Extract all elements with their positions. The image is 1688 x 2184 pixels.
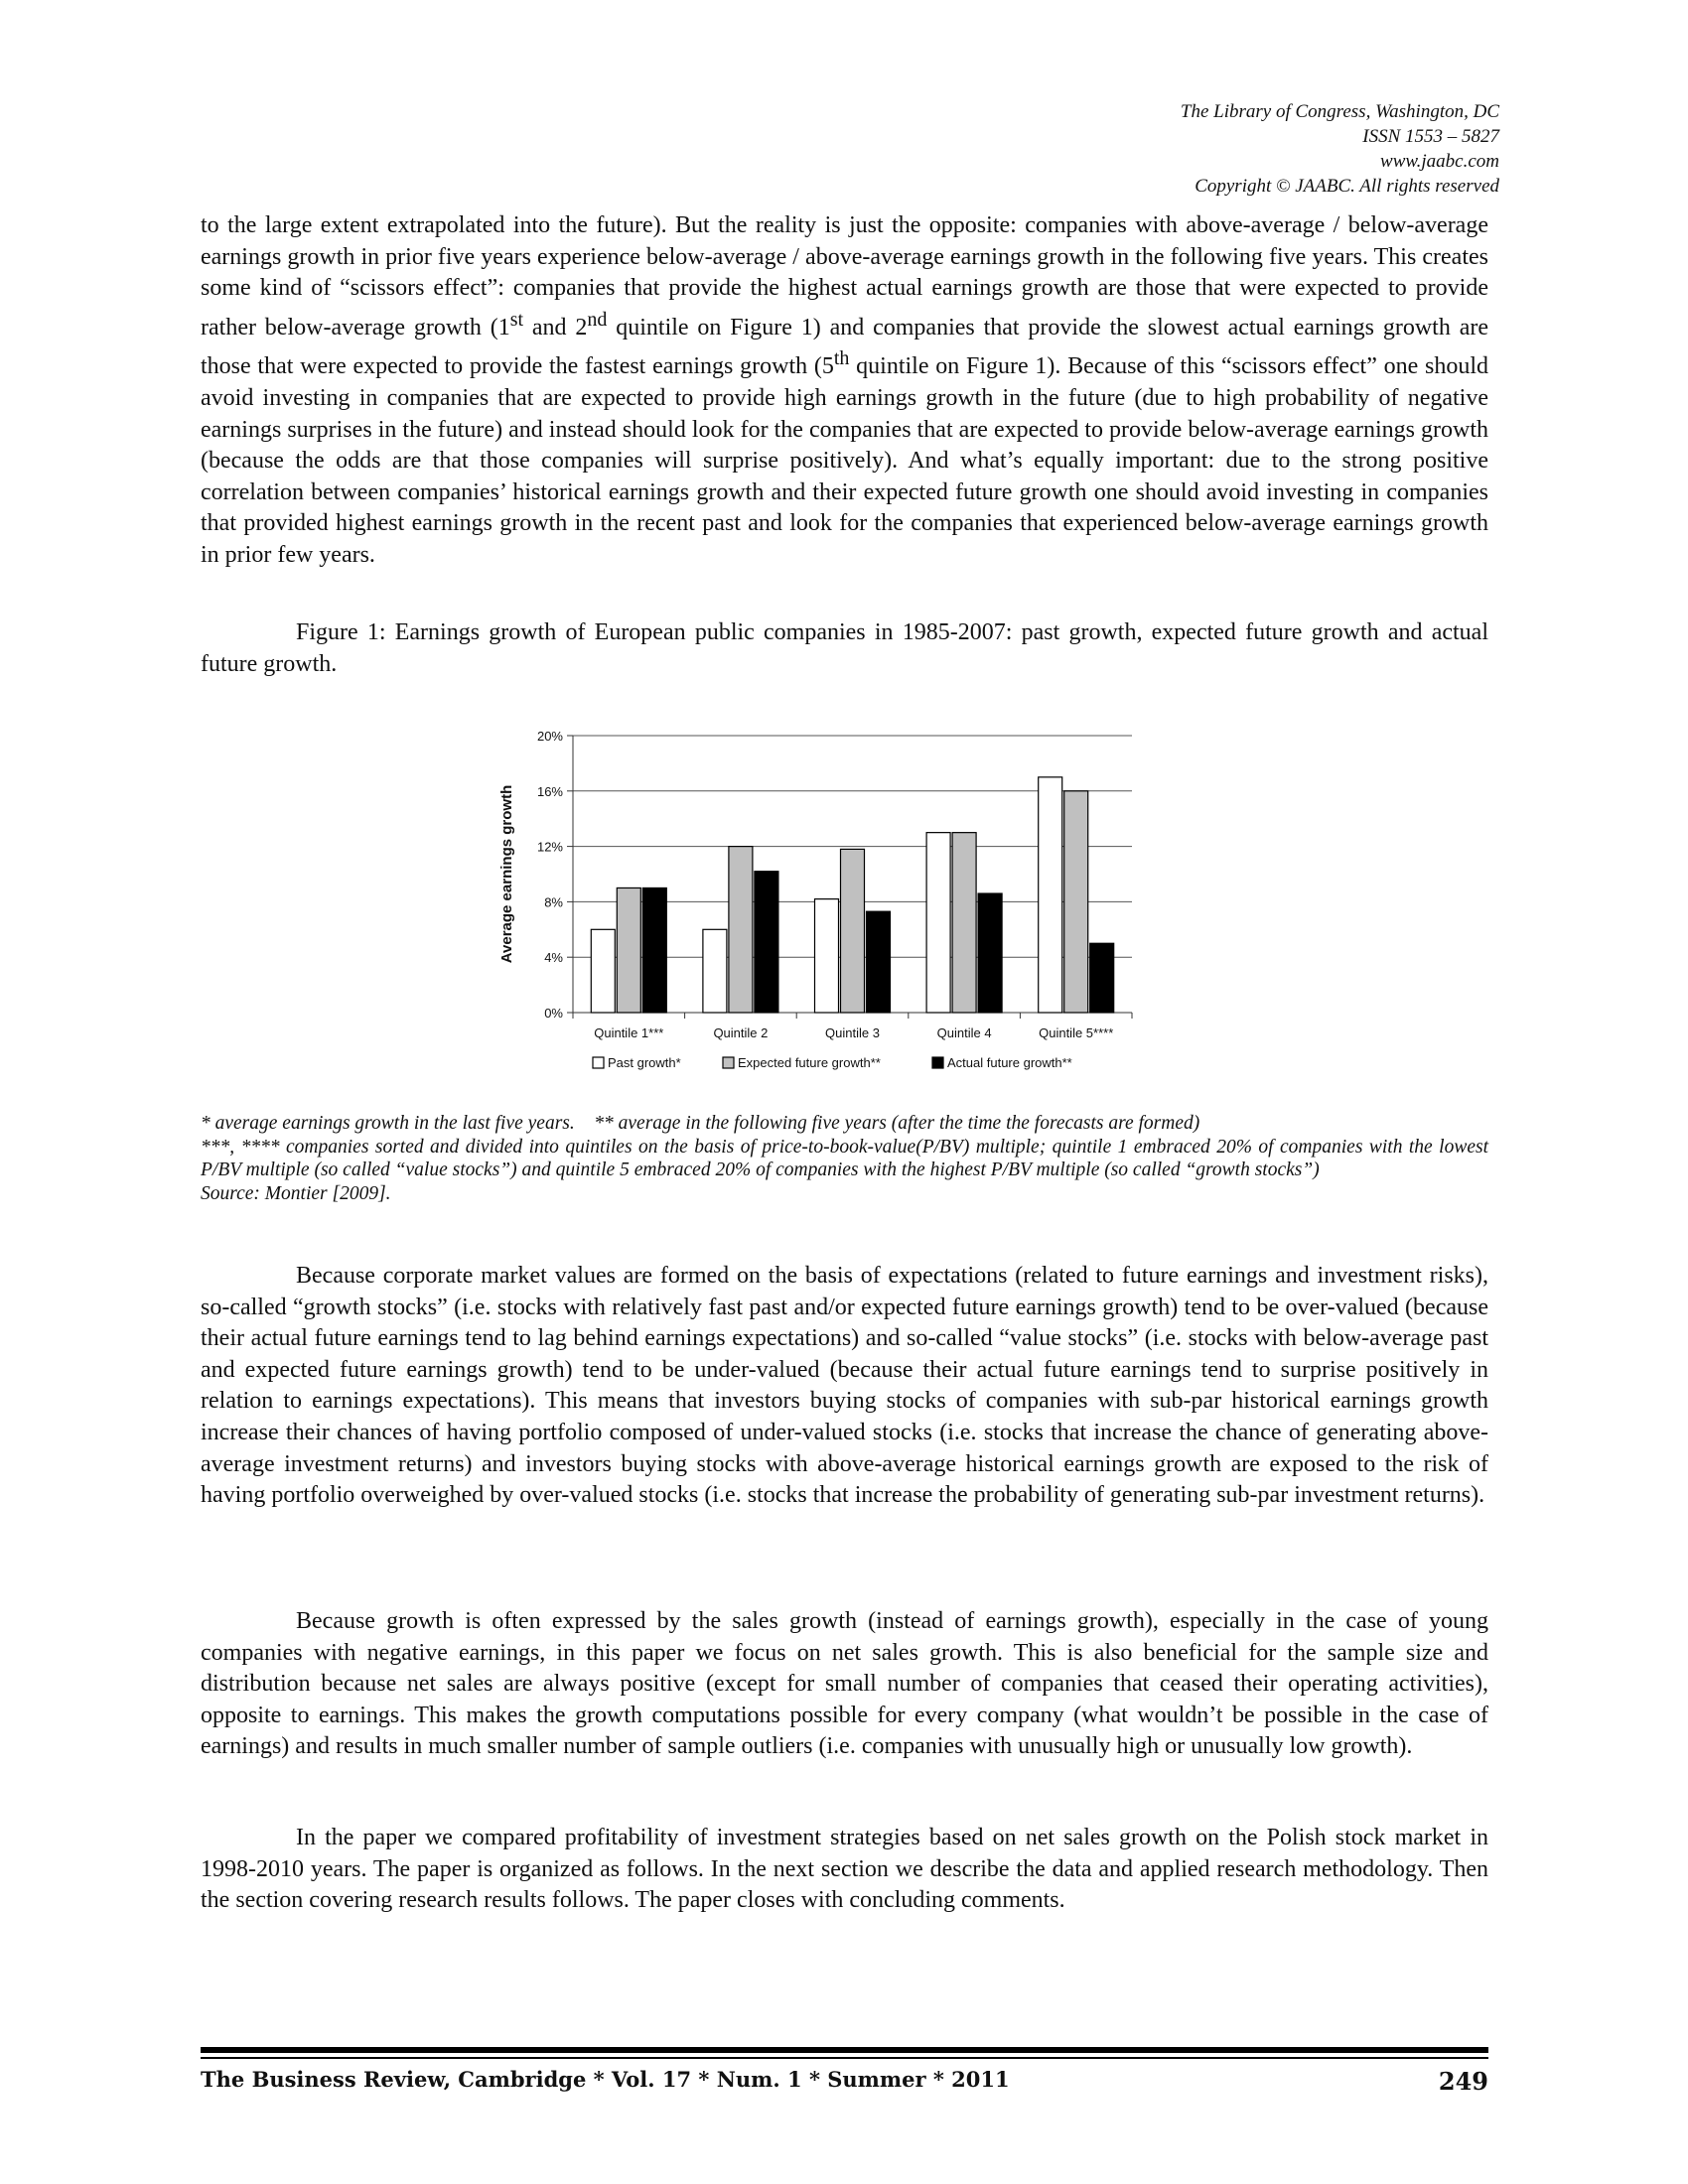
note-source: Source: Montier [2009].	[201, 1182, 391, 1204]
legend-label: Expected future growth**	[738, 1055, 881, 1070]
y-tick-label: 8%	[544, 894, 563, 910]
footer-rule-thick	[201, 2047, 1488, 2053]
x-tick-label: Quintile 2	[713, 1025, 769, 1040]
note-quintiles: ***, **** companies sorted and divided into quintiles on the basis of price-to-book-value(P/BV) multiple; quintile 1 embraced 20% of companies with the lowest P/BV multiple (so called “value stocks”) and quintile 5 embraced 20% of companies with the highest P/BV multiple (so called “growth stocks”)	[201, 1136, 1488, 1180]
y-tick-label: 12%	[536, 839, 563, 855]
y-tick-label: 4%	[544, 950, 563, 966]
bar	[591, 929, 615, 1013]
y-tick-label: 0%	[544, 1006, 563, 1021]
paragraph-4-text: In the paper we compared profitability of investment strategies based on net sales growth on the Polish stock market in 1998-2010 years. The paper is organized as follows. In the next section we describe the data and applied research methodology. Then the section covering research results follows. The paper closes with concluding comments.	[201, 1825, 1488, 1914]
bar	[867, 911, 891, 1013]
bar	[1064, 791, 1088, 1013]
x-tick-label: Quintile 1***	[594, 1025, 664, 1040]
paragraph-1-text-b: and 2	[523, 314, 588, 341]
paragraph-1-text-c: quintile on Figure 1) and companies that provide the slowest actual earnings growth are those that were expected to provide the fastest earnings growth (5	[201, 314, 1488, 380]
bar	[617, 887, 640, 1013]
paragraph-3-text: Because growth is often expressed by the sales growth (instead of earnings growth), especially in the case of young companies with negative earnings, in this paper we focus on net sales growth. This is also beneficial for the sample size and distribution because net sales are always positive (except for small number of companies that ceased their operating activities), opposite to earnings. This makes the growth computations possible for every company (what wouldn’t be possible in the case of earnings) and results in much smaller number of sample outliers (i.e. companies with unusually high or unusually low growth).	[201, 1608, 1488, 1760]
figure-caption-block	[201, 617, 1488, 680]
y-tick-label: 16%	[536, 783, 563, 799]
footer-rule-thin	[201, 2057, 1488, 2059]
bar	[1090, 943, 1114, 1013]
x-tick-label: Quintile 5****	[1039, 1025, 1114, 1040]
bar	[642, 887, 666, 1013]
header-line-1: The Library of Congress, Washington, DC	[1180, 101, 1499, 122]
x-tick-label: Quintile 4	[936, 1025, 992, 1040]
legend-swatch	[593, 1057, 604, 1068]
legend-label: Actual future growth**	[947, 1055, 1072, 1070]
legend-swatch	[723, 1057, 734, 1068]
legend-label: Past growth*	[608, 1055, 681, 1070]
superscript-st: st	[509, 308, 524, 331]
superscript-nd: nd	[587, 308, 608, 331]
paragraph-1-text-d: quintile on Figure 1). Because of this “scissors effect” one should avoid investing in companies that are expected to provide high earnings growth in the future (due to high probability of negative earnings surprises in the future) and instead should look for the companies that are expected to provide below-average earnings growth (because the odds are that those companies will surprise positively). And what’s equally important: due to the strong positive correlation between companies’ historical earnings growth and their expected future growth one should avoid investing in companies that provided highest earnings growth in the recent past and look for the companies that experienced below-average earnings growth in prior few years.	[201, 353, 1488, 568]
note-past-growth: * average earnings growth in the last five years.	[201, 1113, 575, 1134]
page-number: 249	[1438, 2067, 1488, 2096]
bar	[815, 899, 839, 1013]
figure-notes	[201, 1112, 1488, 1205]
journal-header	[1181, 99, 1499, 199]
x-tick-label: Quintile 3	[825, 1025, 880, 1040]
bar	[841, 849, 865, 1013]
y-axis-title: Average earnings growth	[498, 784, 515, 964]
bar	[755, 872, 778, 1013]
y-tick-label: 20%	[536, 729, 563, 744]
note-future-growth: ** average in the following five years (after the time the forecasts are formed)	[594, 1113, 1200, 1134]
header-line-4: Copyright © JAABC. All rights reserved	[1195, 176, 1499, 197]
bar	[1039, 777, 1062, 1013]
paragraph-1	[201, 210, 1488, 572]
superscript-th: th	[833, 347, 850, 370]
paragraph-4	[201, 1823, 1488, 1917]
legend-swatch	[932, 1057, 943, 1068]
bar	[978, 893, 1002, 1013]
bar	[703, 929, 727, 1013]
paragraph-1-text-a: to the large extent extrapolated into the future). But the reality is just the opposite: companies with above-average / below-average earnings growth in prior five years experience below-average / above-average earnings growth in the following five years. This creates some kind of “scissors effect”: companies that provide the highest actual earnings growth are those that were expected to provide rather below-average growth (1	[201, 212, 1488, 341]
bar	[926, 833, 950, 1013]
footer-journal: The Business Review, Cambridge * Vol. 17 * Num. 1 * Summer * 2011	[201, 2067, 1010, 2092]
figure-1-chart	[477, 715, 1172, 1102]
header-line-2: ISSN 1553 – 5827	[1362, 126, 1499, 147]
figure-caption: Figure 1: Earnings growth of European public companies in 1985-2007: past growth, expected future growth and actual future growth.	[201, 619, 1488, 677]
bar-chart-svg	[477, 715, 1172, 1102]
paragraph-2-text: Because corporate market values are formed on the basis of expectations (related to future earnings and investment risks), so-called “growth stocks” (i.e. stocks with relatively fast past and/or expected future earnings growth) tend to be over-valued (because their actual future earnings tend to lag behind earnings expectations) and so-called “value stocks” (i.e. stocks with below-average past and expected future earnings growth) tend to be under-valued (because their actual future earnings tend to surprise positively in relation to earnings expectations). This means that investors buying stocks of companies with sub-par historical earnings growth increase their chances of having portfolio composed of under-valued stocks (i.e. stocks that increase the chance of generating above-average investment returns) and investors buying stocks with above-average historical earnings growth are exposed to the risk of having portfolio overweighed by over-valued stocks (i.e. stocks that increase the probability of generating sub-par investment returns).	[201, 1263, 1488, 1509]
paragraph-2	[201, 1261, 1488, 1512]
paragraph-3	[201, 1606, 1488, 1763]
header-line-3: www.jaabc.com	[1380, 151, 1499, 172]
bar	[952, 833, 976, 1013]
bar	[729, 847, 753, 1013]
